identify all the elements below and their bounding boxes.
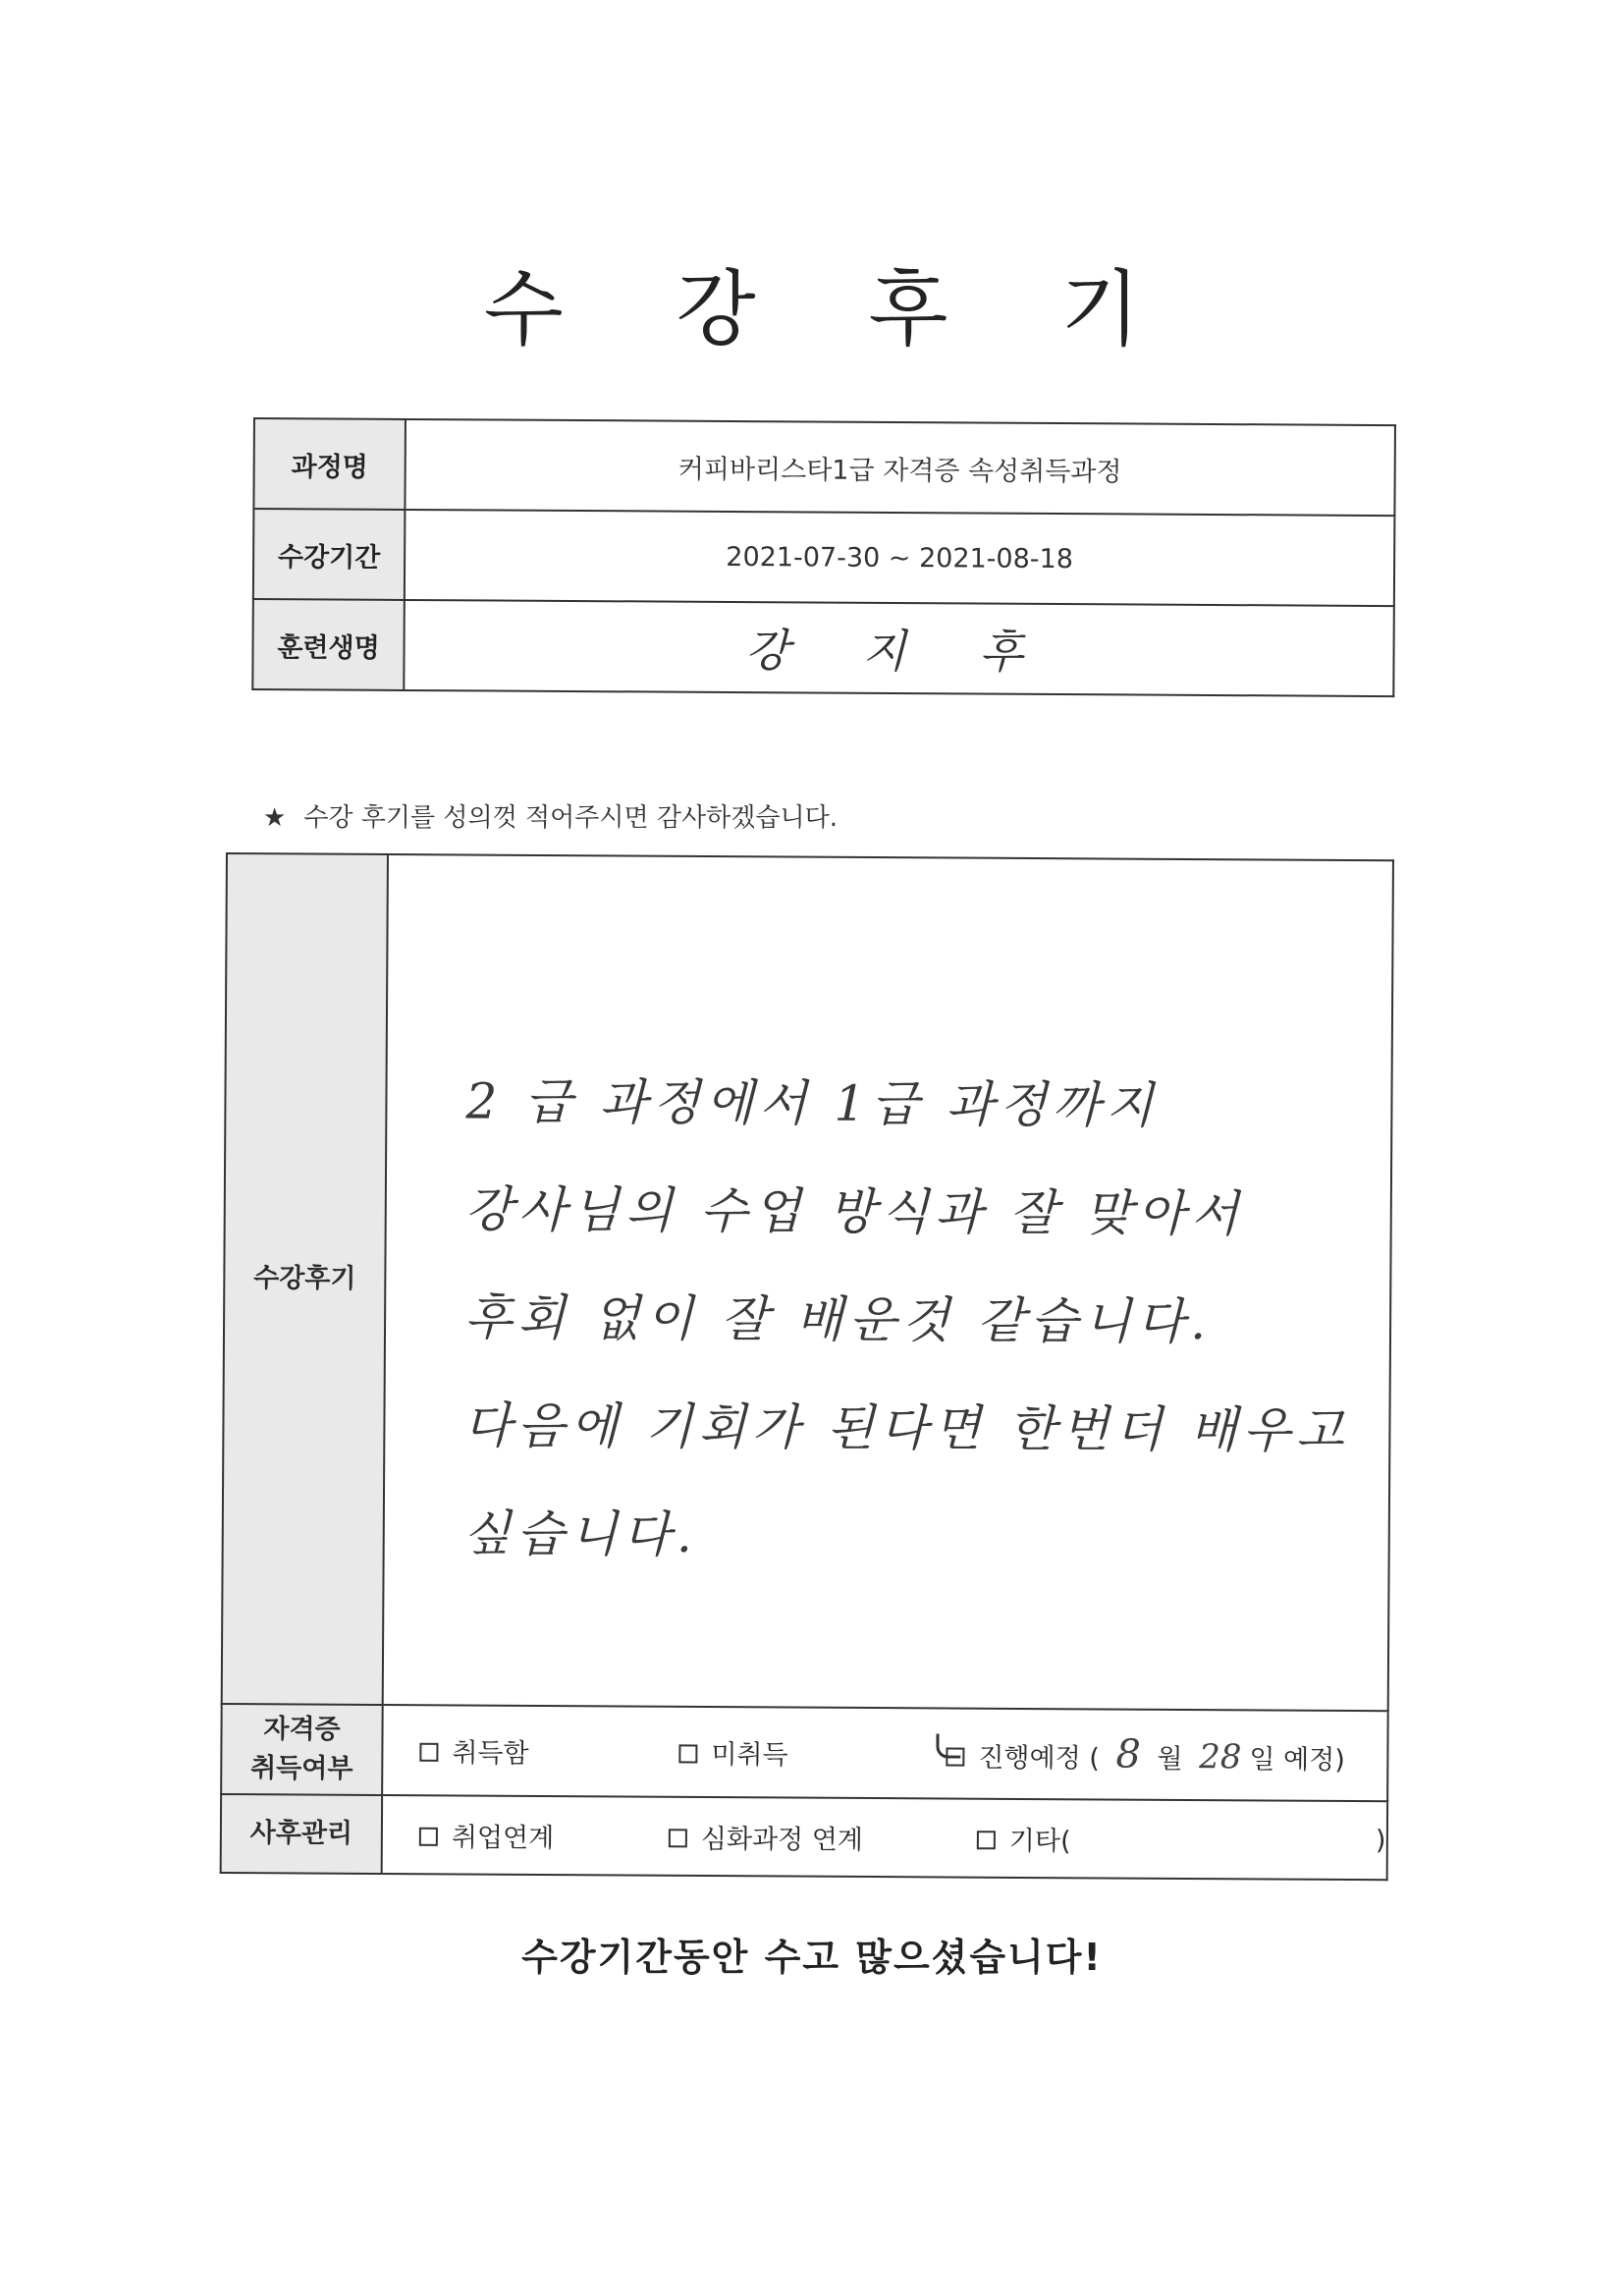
review-body [383,854,1393,1711]
option-advanced[interactable] [669,1817,863,1856]
followup-label: 사후관리 [221,1794,382,1874]
checkbox-checked[interactable] [946,1747,964,1766]
option-acquired[interactable] [419,1731,528,1771]
review-table [220,852,1394,1881]
closing-message: 수강기간동안 수고 많으셨습니다! [521,1936,1103,1979]
option-not-acquired[interactable] [678,1732,787,1772]
day-unit: 일 예정) [1249,1744,1345,1776]
followup-options [382,1795,1387,1880]
checkbox[interactable] [419,1743,438,1762]
option-job[interactable] [419,1816,555,1855]
instruction-text: 수강 후기를 성의껏 적어주시면 감사하겠습니다. [303,803,838,833]
option-label: 진행예정 ( [978,1742,1100,1775]
option-label: 기타( [1008,1826,1071,1857]
option-label: 취득함 [452,1737,529,1770]
option-other-close: ) [1375,1825,1386,1856]
certificate-label [221,1704,383,1795]
review-line: 후회 없이 잘 배운것 같습니다. [463,1288,1213,1351]
checkbox[interactable] [678,1744,697,1763]
page-title: 수 강 후 기 [483,261,1184,357]
scheduled-month: 8 [1115,1731,1142,1777]
month-unit: 월 [1157,1743,1183,1775]
option-other[interactable] [977,1819,1071,1858]
checkbox[interactable] [977,1831,996,1849]
review-line: 2 급 과정에서 1급 과정까지 [465,1072,1160,1134]
scheduled-day: 28 [1199,1737,1242,1777]
checkbox[interactable] [419,1828,438,1846]
trainee-name-label: 훈련생명 [252,599,405,690]
review-line: 강사님의 수업 방식과 잘 맞아서 [464,1180,1245,1243]
certificate-label-line: 자격증 [263,1714,341,1745]
instruction-note [263,797,838,834]
option-label: 미취득 [711,1739,788,1772]
course-period-label: 수강기간 [253,509,406,600]
course-info-table [251,417,1396,697]
review-line: 싶습니다. [462,1504,699,1563]
trainee-name-value: 강 지 후 [404,600,1394,696]
option-label: 취업연계 [451,1822,555,1854]
option-scheduled[interactable] [946,1730,1345,1777]
certificate-options [382,1705,1388,1801]
review-line: 다음에 기회가 된다면 한번더 배우고 [463,1396,1350,1460]
course-name-value: 커피바리스타1급 자격증 속성취득과정 [405,419,1395,516]
certificate-label-line: 취득여부 [250,1753,353,1784]
checkbox[interactable] [669,1829,687,1847]
review-label: 수강후기 [222,853,388,1705]
option-label: 심화과정 연계 [700,1824,864,1856]
course-period-value: 2021-07-30 ~ 2021-08-18 [405,510,1395,606]
star-icon: ★ [263,803,287,833]
course-name-label: 과정명 [253,418,406,510]
